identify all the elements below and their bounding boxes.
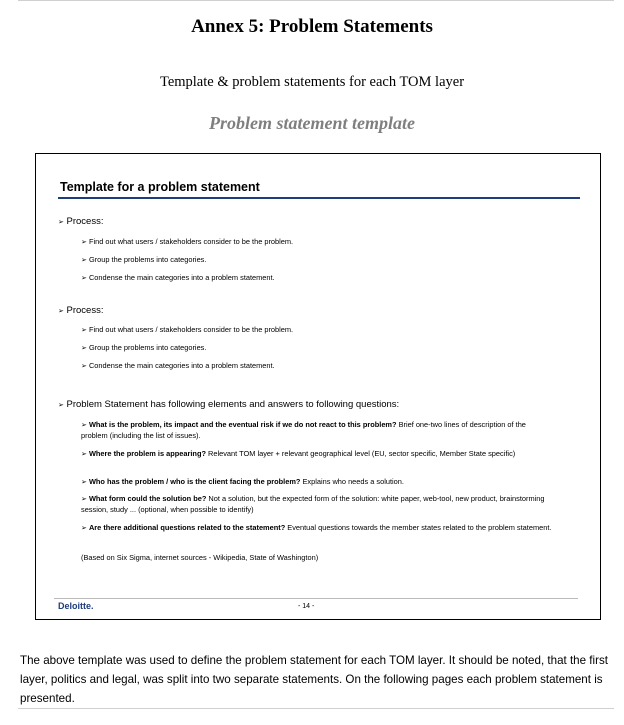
bottom-rule [18,708,614,709]
slide-page-number: - 14 - [298,603,315,610]
question-text: Brief one-two lines of description of the problem (including the list of issues). [81,420,526,440]
list-item [81,273,275,284]
slide-title: Template for a problem statement [60,180,260,194]
list-item-text: Find out what users / stakeholders consider to be the problem. [88,325,294,334]
list-item [81,237,293,248]
arrow-bullet-icon: ➢ [81,239,87,246]
template-slide [35,153,601,620]
question-text: Eventual questions towards the member states related to the problem statement. [285,523,552,532]
body-paragraph: The above template was used to define the problem statement for each TOM layer. It should be noted, that the first layer, politics and legal, was split into two separate statements. On the following pages each problem statement is presented. [20,654,608,705]
section-label-elements [58,399,399,410]
list-item [81,343,206,354]
list-item-text: Condense the main categories into a problem statement. [88,361,275,370]
question-item [81,477,553,488]
arrow-bullet-icon: ➢ [81,257,87,264]
question-text: Not a solution, but the expected form of the solution: white paper, web-tool, new product, brainstorming session, study ... (optional, when possible to identify) [81,494,545,514]
section-label-text: Process: [66,216,104,227]
question-bold: What is the problem, its impact and the eventual risk if we do not react to this problem? [88,420,397,429]
arrow-bullet-icon: ➢ [81,451,87,458]
list-item-text: Find out what users / stakeholders consider to be the problem. [88,237,294,246]
question-item [81,494,553,515]
question-bold: What form could the solution be? [88,494,207,503]
question-bold: Who has the problem / who is the client facing the problem? [88,477,301,486]
arrow-bullet-icon: ➢ [81,525,87,532]
top-rule [18,0,614,1]
arrow-bullet-icon: ➢ [58,219,64,226]
slide-title-rule [58,197,580,199]
source-note: (Based on Six Sigma, internet sources - Wikipedia, State of Washington) [81,553,319,562]
slide-footer-rule [54,598,578,599]
question-item [81,449,553,460]
section-label-process-1 [58,216,103,227]
arrow-bullet-icon: ➢ [81,496,87,503]
template-heading: Problem statement template [209,113,415,133]
arrow-bullet-icon: ➢ [81,363,87,370]
deloitte-logo: Deloitte. [58,601,94,611]
annex-subtitle: Template & problem statements for each TOM layer [159,74,465,90]
question-item [81,420,553,441]
list-item-text: Group the problems into categories. [88,343,207,352]
list-item-text: Group the problems into categories. [88,255,207,264]
arrow-bullet-icon: ➢ [81,479,87,486]
question-bold: Are there additional questions related to the statement? [88,523,286,532]
section-label-text: Problem Statement has following elements and answers to following questions: [66,399,400,410]
list-item [81,325,293,336]
annex-title: Annex 5: Problem Statements [191,16,433,37]
arrow-bullet-icon: ➢ [81,345,87,352]
question-item [81,523,553,534]
arrow-bullet-icon: ➢ [81,422,87,429]
section-label-text: Process: [66,305,104,316]
list-item [81,255,206,266]
question-text: Explains who needs a solution. [300,477,404,486]
arrow-bullet-icon: ➢ [58,402,64,409]
section-label-process-2 [58,305,103,316]
arrow-bullet-icon: ➢ [58,308,64,315]
question-text: Relevant TOM layer + relevant geographical level (EU, sector specific, Member State specific) [205,449,516,458]
list-item [81,361,275,372]
question-bold: Where the problem is appearing? [88,449,206,458]
list-item-text: Condense the main categories into a problem statement. [88,273,275,282]
arrow-bullet-icon: ➢ [81,275,87,282]
arrow-bullet-icon: ➢ [81,327,87,334]
